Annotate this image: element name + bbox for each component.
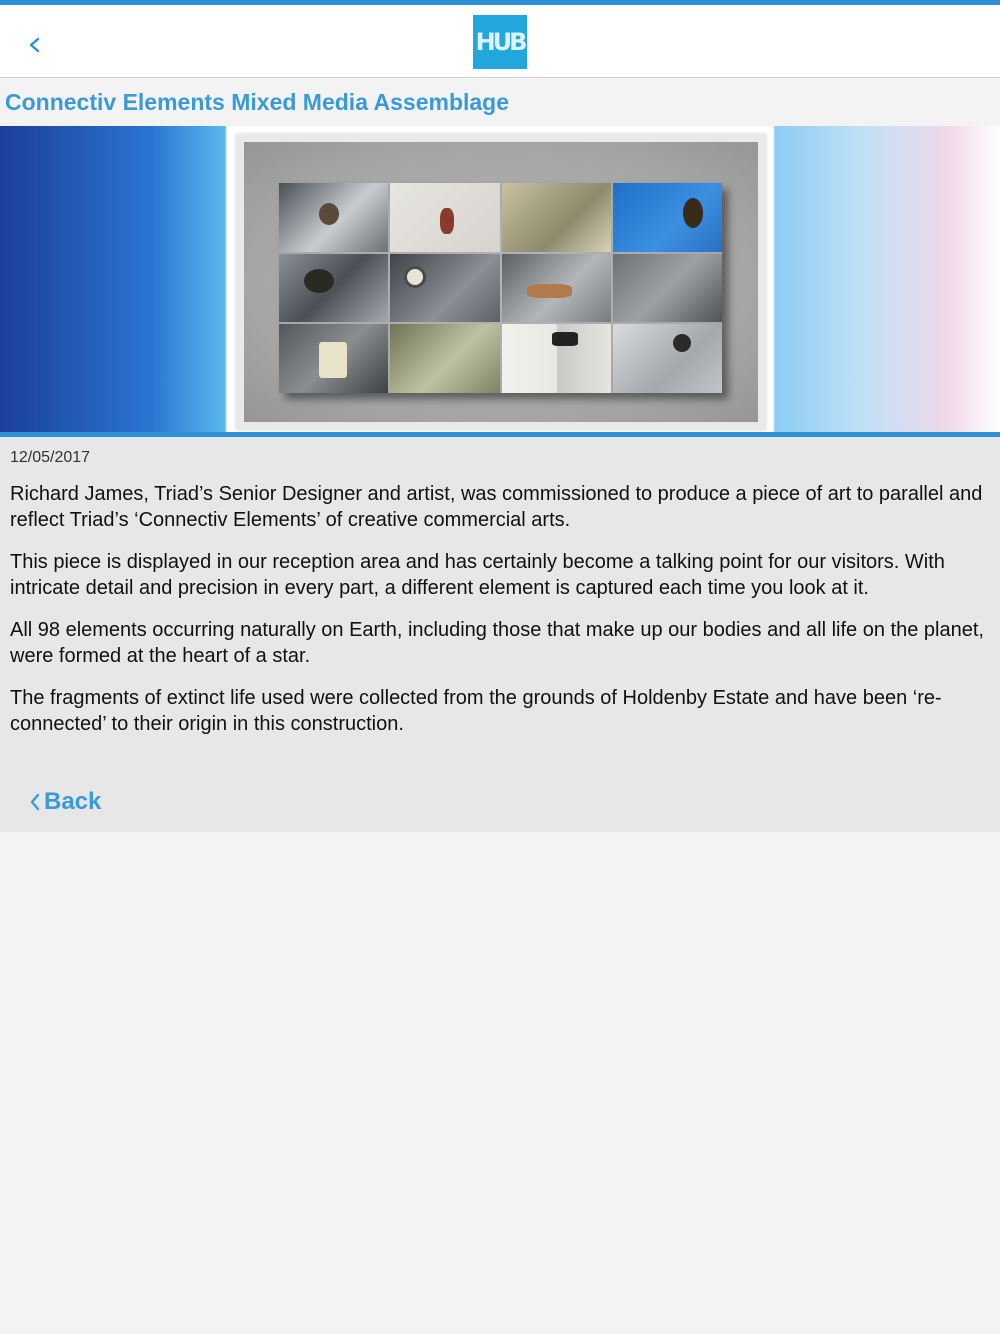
artwork-tile xyxy=(502,324,611,393)
artwork-tile xyxy=(279,324,388,393)
artwork-tile xyxy=(502,254,611,323)
chevron-left-icon xyxy=(18,25,52,65)
artwork-mat xyxy=(244,142,758,422)
artwork-tile xyxy=(279,183,388,252)
back-link-label: Back xyxy=(44,788,102,815)
artwork-tile xyxy=(390,183,499,252)
back-link[interactable] xyxy=(28,787,101,817)
title-bar xyxy=(0,79,1000,126)
artwork-tile xyxy=(613,183,722,252)
artwork-tile xyxy=(613,324,722,393)
article-date: 12/05/2017 xyxy=(10,449,91,466)
artwork-tile xyxy=(390,254,499,323)
page-title: Connectiv Elements Mixed Media Assemblage xyxy=(5,89,510,115)
artwork-tile xyxy=(279,254,388,323)
artwork-image xyxy=(236,134,766,430)
article-paragraph: All 98 elements occurring naturally on Earth, including those that make up our bodies and all life on the planet, were formed at the heart of a star. xyxy=(10,619,984,667)
article-paragraph: This piece is displayed in our reception area and has certainly become a talking point for our visitors. With intricate detail and precision in every part, a different element is captured each time you look at it. xyxy=(10,551,945,599)
artwork-tile xyxy=(390,324,499,393)
article-body xyxy=(10,481,992,753)
article-paragraph: Richard James, Triad’s Senior Designer and artist, was commissioned to produce a piece of art to parallel and reflect Triad’s ‘Connectiv Elements’ of creative commercial arts. xyxy=(10,483,983,531)
article-paragraph: The fragments of extinct life used were collected from the grounds of Holdenby Estate and have been ‘re-connected’ to their origin in this construction. xyxy=(10,687,942,735)
hub-logo xyxy=(473,15,527,69)
article-panel xyxy=(0,437,1000,832)
nav-back-button[interactable] xyxy=(18,25,52,65)
navigation-bar xyxy=(0,5,1000,78)
hub-logo-text: HUB xyxy=(475,28,525,56)
artwork-tile xyxy=(502,183,611,252)
artwork-tile-grid xyxy=(279,183,722,393)
artwork-tile xyxy=(613,254,722,323)
chevron-left-icon xyxy=(28,791,42,813)
hero-image-banner xyxy=(0,126,1000,434)
